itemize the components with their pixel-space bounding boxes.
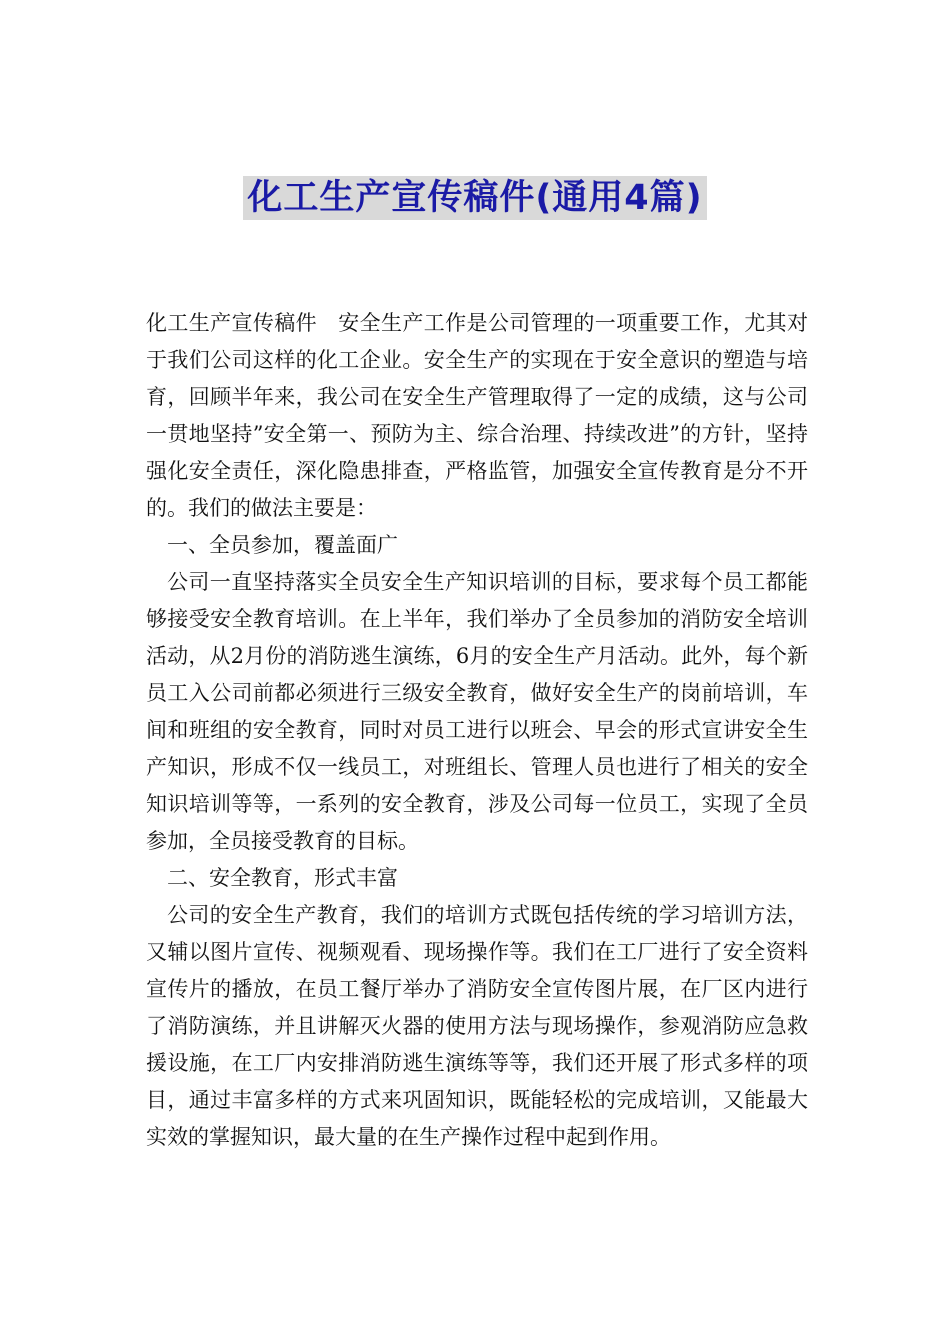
intro-paragraph: 化工生产宣传稿件 安全生产工作是公司管理的一项重要工作，尤其对于我们公司这样的化工企业。安全生产的实现在于安全意识的塑造与培育，回顾半年来，我公司在安全生产管理取得了一定的成绩，这与公司一贯地坚持”安全第一、预防为主、综合治理、持续改进”的方针，坚持强化安全责任，深化隐患排查，严格监管，加强安全宣传教育是分不开的。我们的做法主要是：	[146, 311, 808, 520]
title-container	[0, 176, 950, 220]
section-paragraph-2: 公司的安全生产教育，我们的培训方式既包括传统的学习培训方法，又辅以图片宣传、视频观看、现场操作等。我们在工厂进行了安全资料宣传片的播放，在员工餐厅举办了消防安全宣传图片展，在厂区内进行了消防演练，并且讲解灭火器的使用方法与现场操作，参观消防应急救援设施，在工厂内安排消防逃生演练等等，我们还开展了形式多样的项目，通过丰富多样的方式来巩固知识，既能轻松的完成培训，又能最大实效的掌握知识，最大量的在生产操作过程中起到作用。	[146, 903, 808, 1149]
document-title: 化工生产宣传稿件(通用4篇)	[243, 176, 706, 220]
section-heading-1: 一、全员参加，覆盖面广	[167, 533, 398, 557]
document-body	[146, 305, 808, 1156]
section-paragraph-1: 公司一直坚持落实全员安全生产知识培训的目标，要求每个员工都能够接受安全教育培训。在上半年，我们举办了全员参加的消防安全培训活动，从2月份的消防逃生演练，6月的安全生产月活动。此外，每个新员工入公司前都必须进行三级安全教育，做好安全生产的岗前培训，车间和班组的安全教育，同时对员工进行以班会、早会的形式宣讲安全生产知识，形成不仅一线员工，对班组长、管理人员也进行了相关的安全知识培训等等，一系列的安全教育，涉及公司每一位员工，实现了全员参加，全员接受教育的目标。	[146, 570, 808, 853]
section-heading-2: 二、安全教育，形式丰富	[167, 866, 398, 890]
